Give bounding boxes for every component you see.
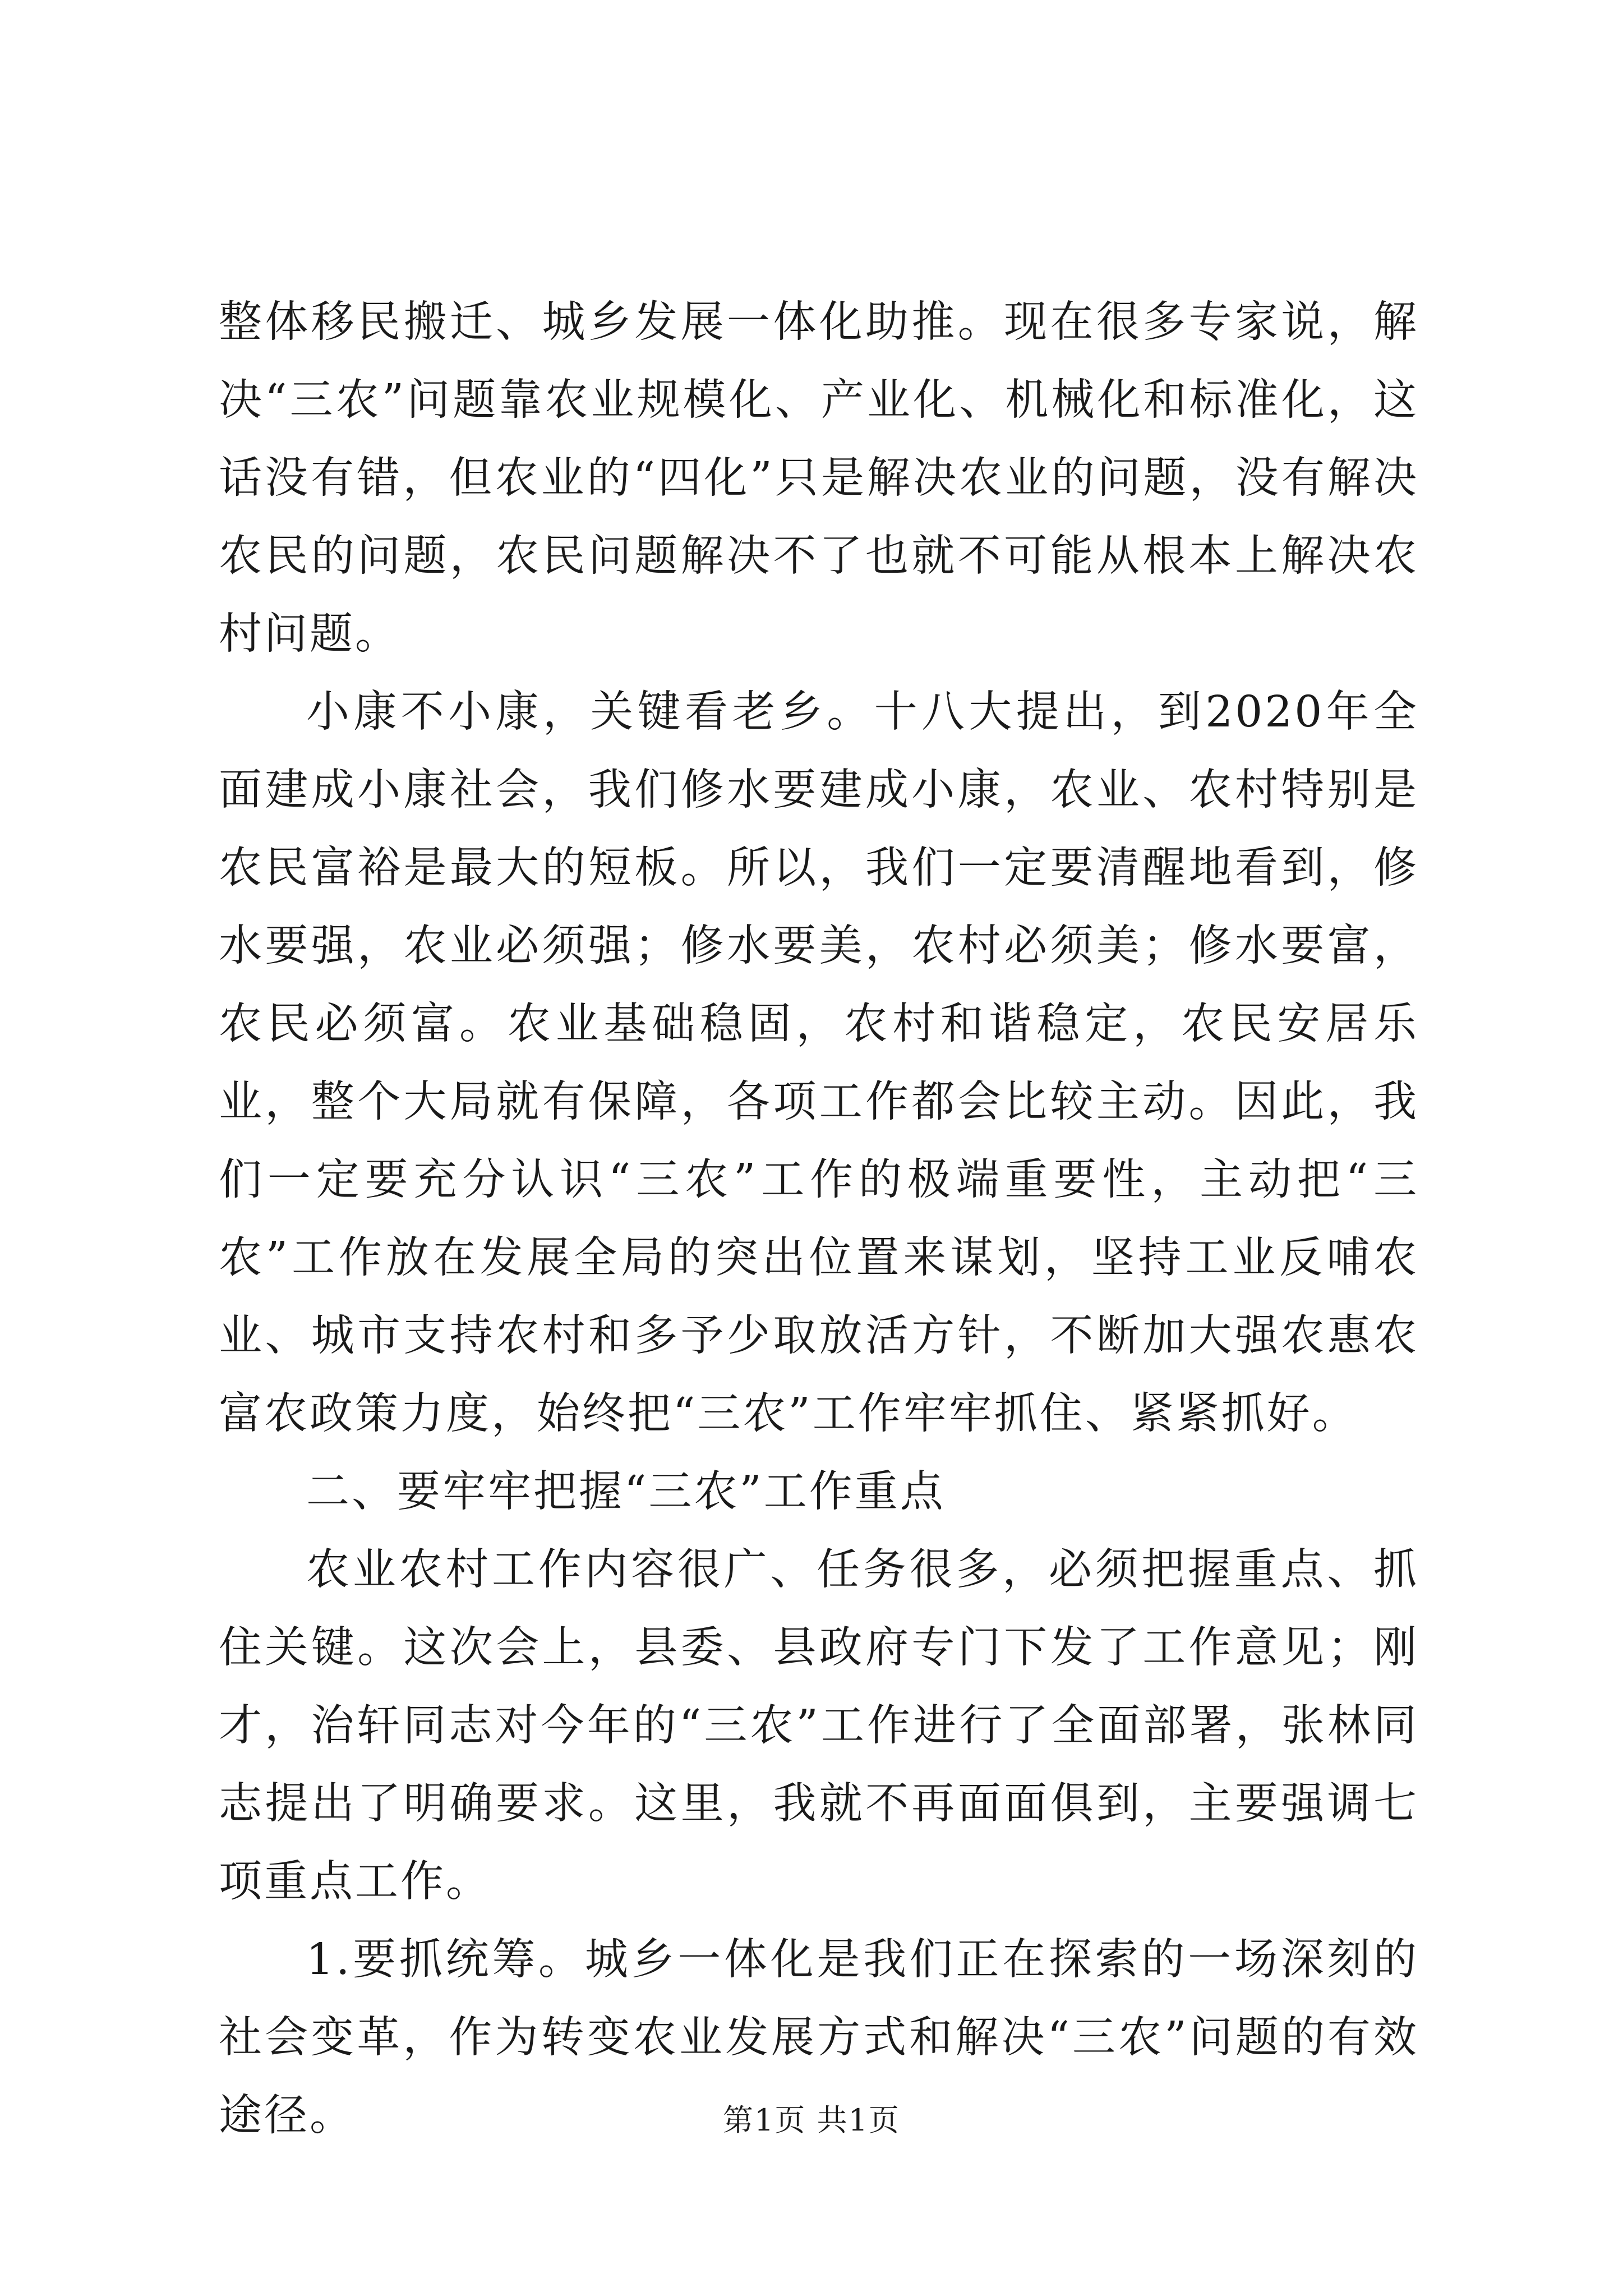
document-body bbox=[219, 283, 1419, 2155]
paragraph-3: 农业农村工作内容很广、任务很多，必须把握重点、抓住关键。这次会上，县委、县政府专门下发了工作意见；刚才，治轩同志对今年的“三农”工作进行了全面部署，张林同志提出了明确要求。这里，我就不再面面俱到，主要强调七项重点工作。 bbox=[219, 1545, 1419, 1907]
section-heading: 二、要牢牢把握“三农”工作重点 bbox=[306, 1467, 946, 1517]
paragraph-1: 整体移民搬迁、城乡发展一体化助推。现在很多专家说，解决“三农”问题靠农业规模化、产业化、机械化和标准化，这话没有错，但农业的“四化”只是解决农业的问题，没有解决农民的问题，农民问题解决不了也就不可能从根本上解决农村问题。 bbox=[219, 297, 1419, 659]
paragraph-4: 1.要抓统筹。城乡一体化是我们正在探索的一场深刻的社会变革，作为转变农业发展方式和解决“三农”问题的有效途径。 bbox=[219, 1935, 1419, 2141]
page-number-footer: 第1页 共1页 bbox=[723, 2102, 900, 2138]
paragraph-2: 小康不小康，关键看老乡。十八大提出，到2020年全面建成小康社会，我们修水要建成小康，农业、农村特别是农民富裕是最大的短板。所以，我们一定要清醒地看到，修水要强，农业必须强；修水要美，农村必须美；修水要富，农民必须富。农业基础稳固，农村和谐稳定，农民安居乐业，整个大局就有保障，各项工作都会比较主动。因此，我们一定要充分认识“三农”工作的极端重要性，主动把“三农”工作放在发展全局的突出位置来谋划，坚持工业反哺农业、城市支持农村和多予少取放活方针，不断加大强农惠农富农政策力度，始终把“三农”工作牢牢抓住、紧紧抓好。 bbox=[219, 687, 1419, 1439]
